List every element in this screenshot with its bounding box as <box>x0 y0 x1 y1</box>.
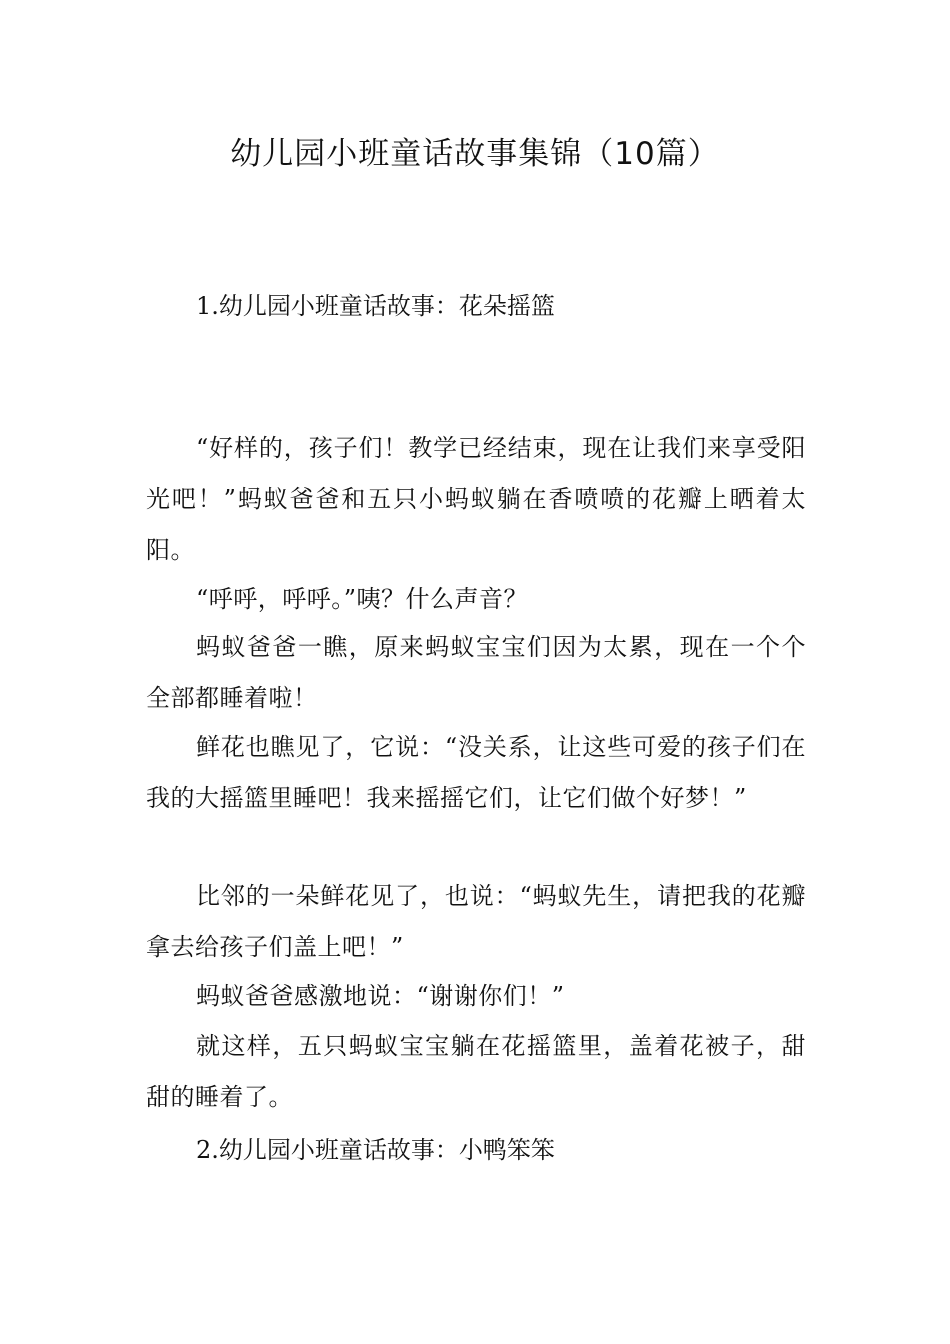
story-paragraph: “呼呼，呼呼。”咦？什么声音？ <box>196 585 529 613</box>
story-paragraph: 蚂蚁爸爸一瞧，原来蚂蚁宝宝们因为太累，现在一个个全部都睡着啦！ <box>146 633 806 712</box>
story-paragraph: 比邻的一朵鲜花见了，也说：“蚂蚁先生，请把我的花瓣拿去给孩子们盖上吧！” <box>146 882 806 961</box>
section-heading-2: 2.幼儿园小班童话故事：小鸭笨笨 <box>196 1136 555 1164</box>
story-paragraph: “好样的，孩子们！教学已经结束，现在让我们来享受阳光吧！”蚂蚁爸爸和五只小蚂蚁躺在香喷喷的花瓣上晒着太阳。 <box>146 434 806 564</box>
story-paragraph: 蚂蚁爸爸感激地说：“谢谢你们！” <box>196 982 565 1010</box>
section-heading-1: 1.幼儿园小班童话故事：花朵摇篮 <box>196 292 555 320</box>
story-paragraph: 鲜花也瞧见了，它说：“没关系，让这些可爱的孩子们在我的大摇篮里睡吧！我来摇摇它们，让它们做个好梦！” <box>146 733 806 812</box>
story-paragraph: 就这样，五只蚂蚁宝宝躺在花摇篮里，盖着花被子，甜甜的睡着了。 <box>146 1032 806 1111</box>
document-title: 幼儿园小班童话故事集锦（10篇） <box>230 136 720 172</box>
